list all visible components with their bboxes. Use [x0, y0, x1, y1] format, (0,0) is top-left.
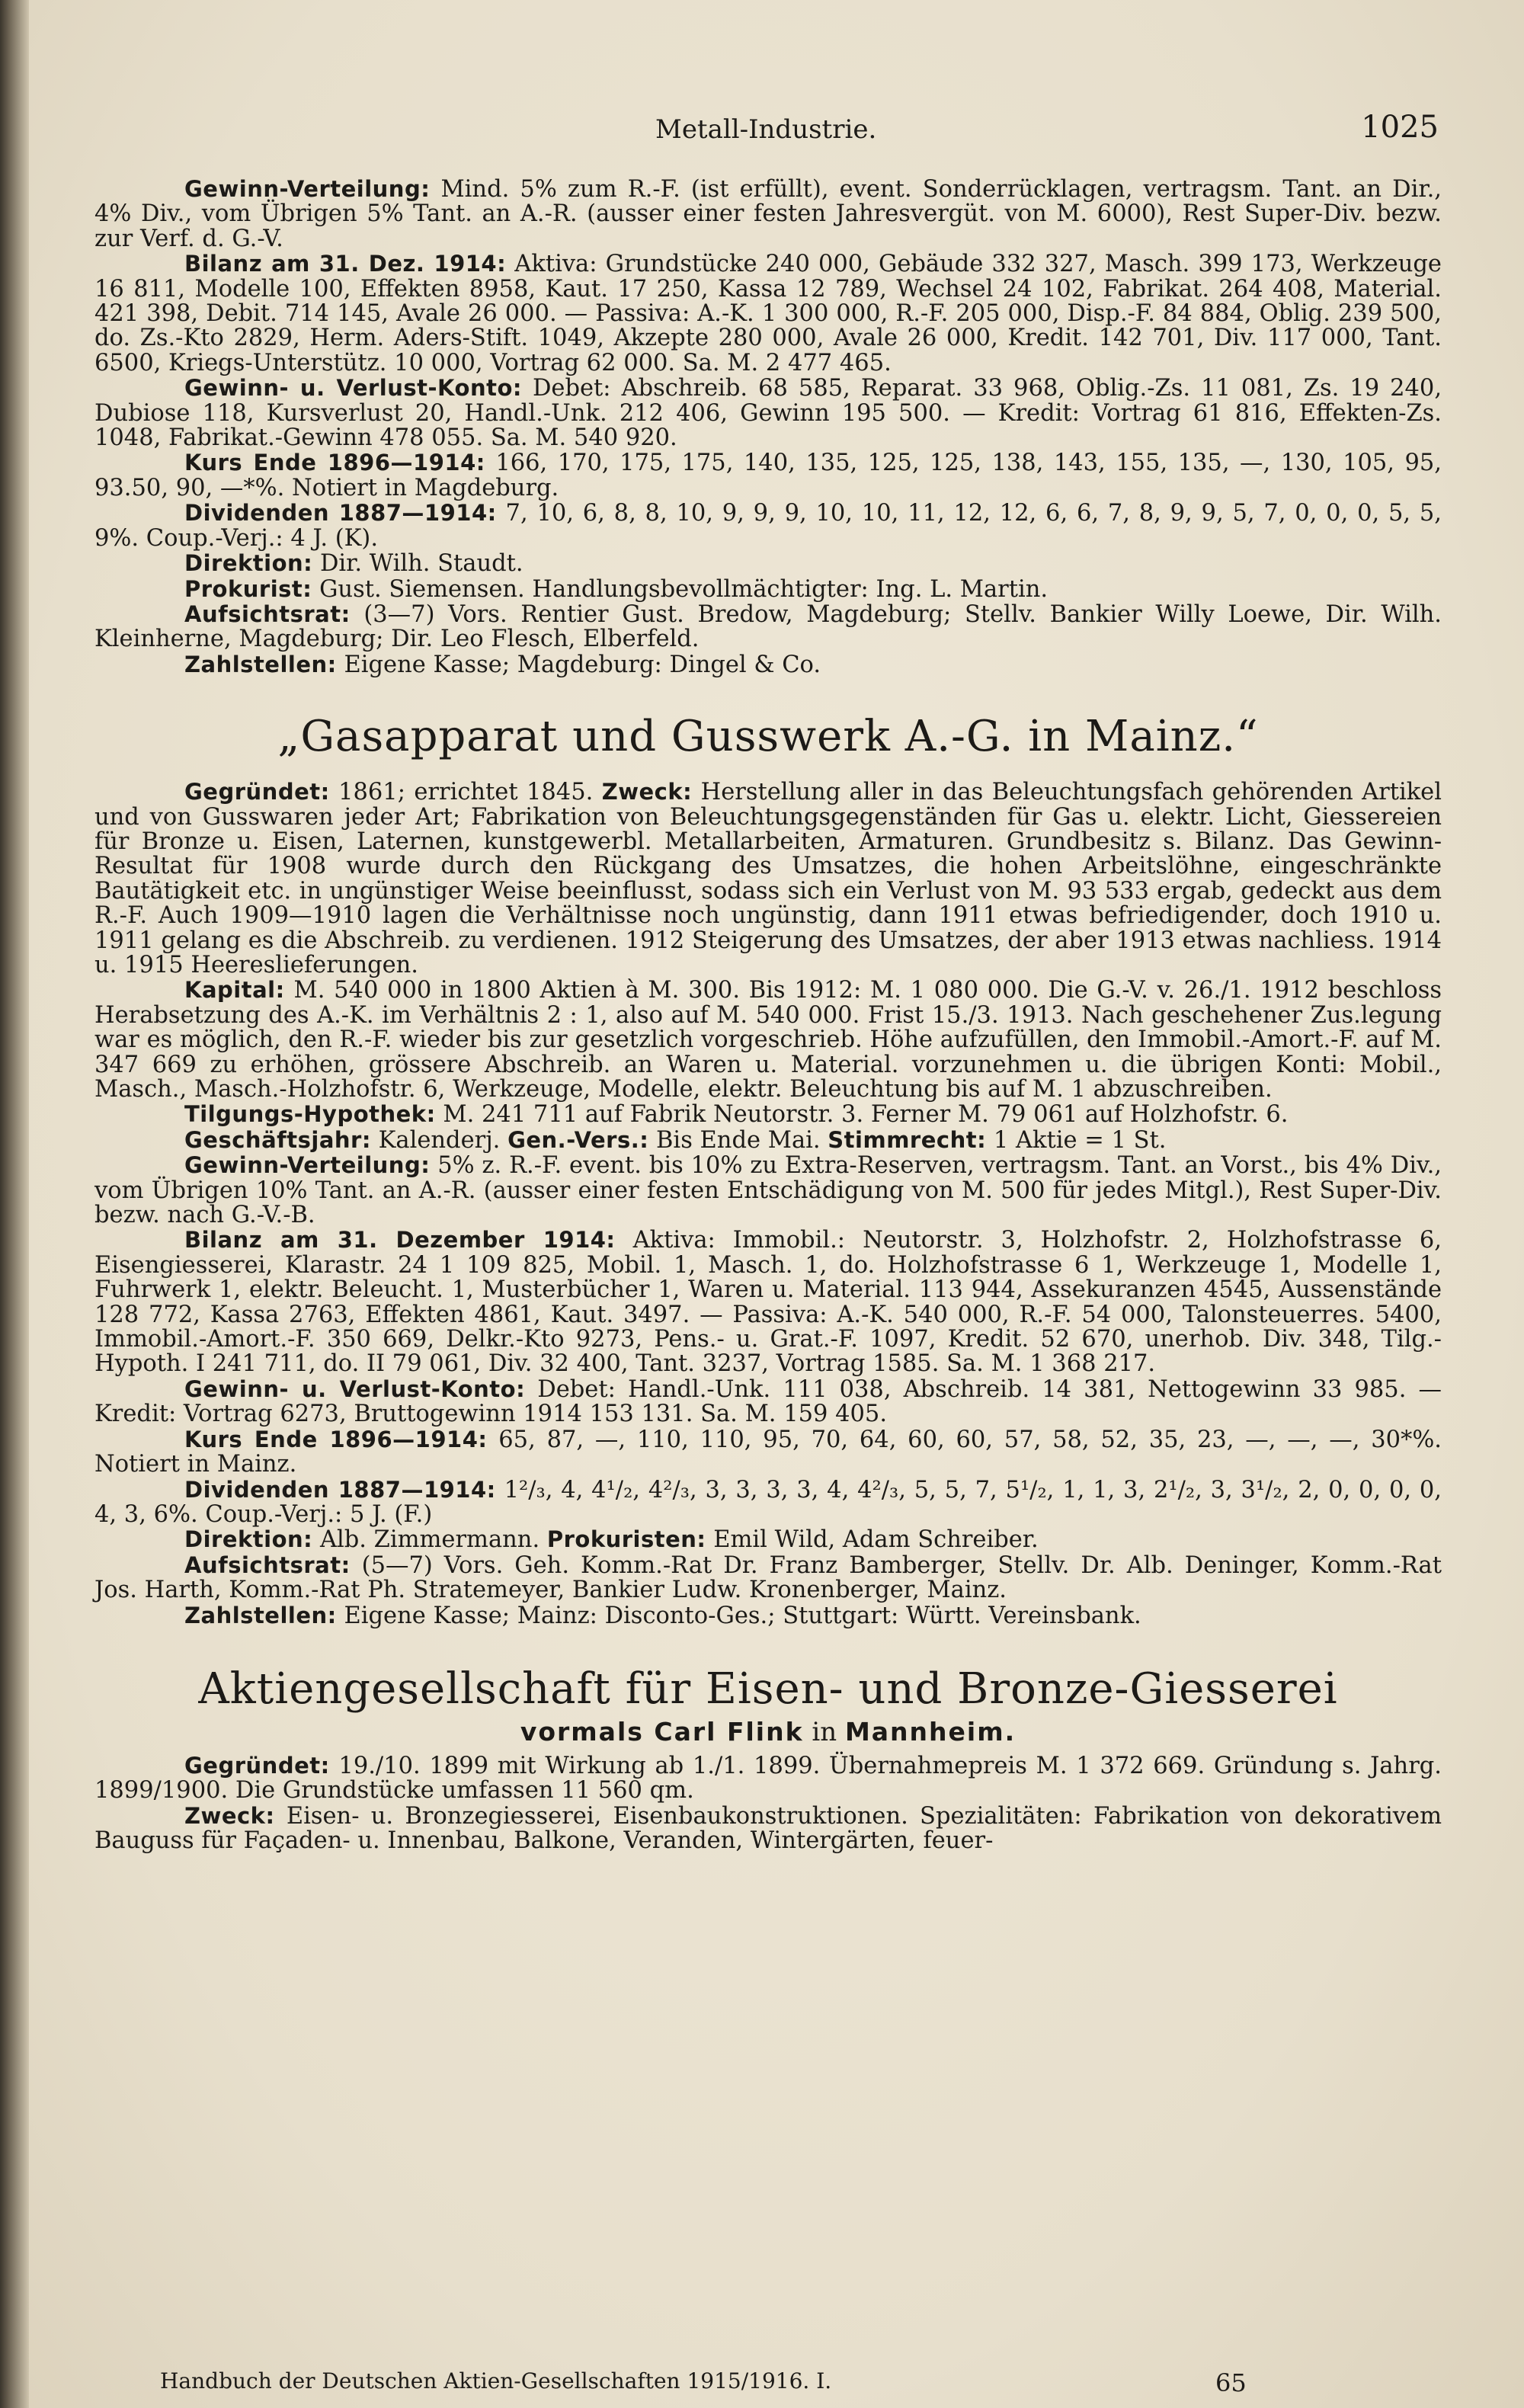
- entry2-geschaeftsjahr: Geschäftsjahr: Kalenderj. Gen.-Vers.: Bis Ende Mai. Stimmrecht: 1 Aktie = 1 St.: [184, 1126, 1167, 1154]
- entry1-gewinn-verlust: Gewinn- u. Verlust-Konto: Debet: Abschreib. 68 585, Reparat. 33 968, Oblig.-Zs. 11 081, Zs. 19 240, Dubiose 118, Kursverlust 20, Handl.-Unk. 212 406, Gewinn 195 500. — Kredit: Vortrag 61 816, Effekten-Zs. 1048, Fabrikat.-Gewinn 478 055. Sa. M. 540 920.: [94, 375, 1442, 452]
- page-footer: [160, 2368, 1303, 2397]
- entry3-heading: Aktiengesellschaft für Eisen- und Bronze-Giesserei: [198, 1664, 1338, 1714]
- page-content: [94, 177, 1442, 1854]
- entry3-zweck: Zweck: Eisen- u. Bronzegiesserei, Eisenbaukonstruktionen. Spezialitäten: Fabrikation von dekorativem Bauguss für Façaden- u. Innenbau, Balkone, Veranden, Wintergärten, feuer-: [94, 1802, 1442, 1855]
- entry2-zahlstellen: Zahlstellen: Eigene Kasse; Mainz: Disconto-Ges.; Stuttgart: Württ. Vereinsbank.: [184, 1602, 1141, 1629]
- entry2-aufsichtsrat: Aufsichtsrat: (5—7) Vors. Geh. Komm.-Rat Dr. Franz Bamberger, Stellv. Dr. Alb. Deninger, Komm.-Rat Jos. Harth, Komm.-Rat Ph. Stratemeyer, Bankier Ludw. Kronenberger, Mainz.: [94, 1551, 1442, 1604]
- entry1-prokurist: Prokurist: Gust. Siemensen. Handlungsbevollmächtigter: Ing. L. Martin.: [184, 575, 1049, 603]
- running-head: [0, 110, 1524, 152]
- entry1-direktion: Direktion: Dir. Wilh. Staudt.: [184, 550, 523, 578]
- entry2-heading: „Gasapparat und Gusswerk A.-G. in Mainz.“: [277, 712, 1259, 762]
- entry2-gewinn-verlust: Gewinn- u. Verlust-Konto: Debet: Handl.-Unk. 111 038, Abschreib. 14 381, Nettogewinn 33 985. — Kredit: Vortrag 6273, Bruttogewinn 1914 153 131. Sa. M. 159 405.: [94, 1375, 1442, 1428]
- entry1-aufsichtsrat: Aufsichtsrat: (3—7) Vors. Rentier Gust. Bredow, Magdeburg; Stellv. Bankier Willy Loewe, Dir. Wilh. Kleinherne, Magdeburg; Dir. Leo Flesch, Elberfeld.: [94, 600, 1442, 653]
- entry3-subheading: vormals Carl Flink in Mannheim.: [520, 1716, 1017, 1747]
- entry2-kapital: Kapital: M. 540 000 in 1800 Aktien à M. 300. Bis 1912: M. 1 080 000. Die G.-V. v. 26./1. 1912 beschloss Herabsetzung des A.-K. im Verhältnis 2 : 1, also auf M. 540 000. Frist 15./3. 1913. Nach geschehener Zus.legung war es möglich, den R.-F. wieder bis zur gesetzlich vorgeschrieb. Höhe aufzufüllen, den Immobil.-Amort.-F. auf M. 347 669 zu erhöhen, grössere Abschreib. an Waren u. Material. vorzunehmen u. die übrigen Konti: Mobil., Masch., Masch.-Holzhofstr. 6, Werkzeuge, Modelle, elektr. Beleuchtung bis auf M. 1 abzuschreiben.: [94, 977, 1442, 1103]
- entry2-kurs: Kurs Ende 1896—1914: 65, 87, —, 110, 110, 95, 70, 64, 60, 60, 57, 58, 52, 35, 23, —, —, —, 30*%. Notiert in Mainz.: [94, 1426, 1442, 1478]
- page-number: 1025: [1361, 110, 1439, 145]
- entry2-gewinn-verteilung: Gewinn-Verteilung: 5% z. R.-F. event. bis 10% zu Extra-Reserven, vertragsm. Tant. an Vorst., bis 4% Div., vom Übrigen 10% Tant. an A.-R. (ausser einer festen Entschädigung von M. 500 für jedes Mitgl.), Rest Super-Div. bezw. nach G.-V.-B.: [94, 1152, 1442, 1229]
- entry3-gegruendet: Gegründet: 19./10. 1899 mit Wirkung ab 1./1. 1899. Übernahmepreis M. 1 372 669. Gründung s. Jahrg. 1899/1900. Die Grundstücke umfassen 11 560 qm.: [94, 1752, 1442, 1804]
- entry1-zahlstellen: Zahlstellen: Eigene Kasse; Magdeburg: Dingel & Co.: [184, 651, 821, 678]
- entry1-gewinn-verteilung: Gewinn-Verteilung: Mind. 5% zum R.-F. (ist erfüllt), event. Sonderrücklagen, vertragsm. Tant. an Dir., 4% Div., vom Übrigen 5% Tant. an A.-R. (ausser einer festen Jahresvergüt. von M. 6000), Rest Super-Div. bezw. zur Verf. d. G.-V.: [94, 176, 1442, 252]
- entry2-direktion: Direktion: Alb. Zimmermann. Prokuristen: Emil Wild, Adam Schreiber.: [184, 1526, 1039, 1554]
- entry2-bilanz: Bilanz am 31. Dezember 1914: Aktiva: Immobil.: Neutorstr. 3, Holzhofstr. 2, Holzhofstrasse 6, Eisengiesserei, Klarastr. 24 1 109 825, Mobil. 1, Masch. 1, do. Holzhofstrasse 6 1, Werkzeuge 1, Modelle 1, Fuhrwerk 1, elektr. Beleucht. 1, Musterbücher 1, Waren u. Material. 113 944, Assekuranzen 4545, Aussenstände 128 772, Kassa 2763, Effekten 4861, Kaut. 3497. — Passiva: A.-K. 540 000, R.-F. 54 000, Talonsteuerres. 5400, Immobil.-Amort.-F. 350 669, Delkr.-Kto 9273, Pens.- u. Grat.-F. 1097, Kredit. 52 670, unerhob. Div. 348, Tilg.-Hypoth. I 241 711, do. II 79 061, Div. 32 400, Tant. 3237, Vortrag 1585. Sa. M. 1 368 217.: [94, 1227, 1442, 1378]
- entry1-dividenden: Dividenden 1887—1914: 7, 10, 6, 8, 8, 10, 9, 9, 9, 10, 10, 11, 12, 12, 6, 6, 7, 8, 9, 9, 5, 7, 0, 0, 0, 5, 5, 9%. Coup.-Verj.: 4 J. (K).: [94, 500, 1442, 552]
- entry2-tilgungs-hypothek: Tilgungs-Hypothek: M. 241 711 auf Fabrik Neutorstr. 3. Ferner M. 79 061 auf Holzhofstr. 6.: [184, 1101, 1289, 1129]
- section-title: Metall-Industrie.: [655, 114, 877, 145]
- page-binding-edge: [0, 0, 29, 2408]
- entry1-bilanz: Bilanz am 31. Dez. 1914: Aktiva: Grundstücke 240 000, Gebäude 332 327, Masch. 399 173, Werkzeuge 16 811, Modelle 100, Effekten 8958, Kaut. 17 250, Kassa 12 789, Wechsel 24 102, Fabrikat. 264 408, Material. 421 398, Debit. 714 145, Avale 26 000. — Passiva: A.-K. 1 300 000, R.-F. 205 000, Disp.-F. 84 884, Oblig. 239 500, do. Zs.-Kto 2829, Herm. Aders-Stift. 1049, Akzepte 280 000, Avale 26 000, Kredit. 142 701, Div. 117 000, Tant. 6500, Kriegs-Unterstütz. 10 000, Vortrag 62 000. Sa. M. 2 477 465.: [94, 251, 1442, 376]
- footer-signature: 65: [1215, 2368, 1247, 2397]
- entry2-dividenden: Dividenden 1887—1914: 1²/₃, 4, 4¹/₂, 4²/₃, 3, 3, 3, 3, 4, 4²/₃, 5, 5, 7, 5¹/₂, 1, 1, 3, 2¹/₂, 3, 3¹/₂, 2, 0, 0, 0, 0, 4, 3, 6%. Coup.-Verj.: 5 J. (F.): [94, 1476, 1442, 1528]
- footer-source: Handbuch der Deutschen Aktien-Gesellschaften 1915/1916. I.: [160, 2368, 832, 2394]
- entry1-kurs: Kurs Ende 1896—1914: 166, 170, 175, 175, 140, 135, 125, 125, 138, 143, 155, 135, —, 130, 105, 95, 93.50, 90, —*%. Notiert in Magdeburg.: [94, 450, 1442, 501]
- entry2-gegruendet-zweck: Gegründet: 1861; errichtet 1845. Zweck: Herstellung aller in das Beleuchtungsfach gehörenden Artikel und von Gusswaren jeder Art; Fabrikation von Beleuchtungsgegenständen für Gas u. elektr. Licht, Giessereien für Bronze u. Eisen, Laternen, kunstgewerbl. Metallarbeiten, Armaturen. Grundbesitz s. Bilanz. Das Gewinn-Resultat für 1908 wurde durch den Rückgang des Umsatzes, die hohen Arbeitslöhne, eingeschränkte Bautätigkeit etc. in ungünstiger Weise beeinflusst, sodass sich ein Verlust von M. 93 533 ergab, gedeckt aus dem R.-F. Auch 1909—1910 lagen die Verhältnisse noch ungünstig, dann 1911 etwas befriedigender, doch 1910 u. 1911 gelang es die Abschreib. zu verdienen. 1912 Steigerung des Umsatzes, der aber 1913 etwas nachliess. 1914 u. 1915 Heereslieferungen.: [94, 779, 1442, 978]
